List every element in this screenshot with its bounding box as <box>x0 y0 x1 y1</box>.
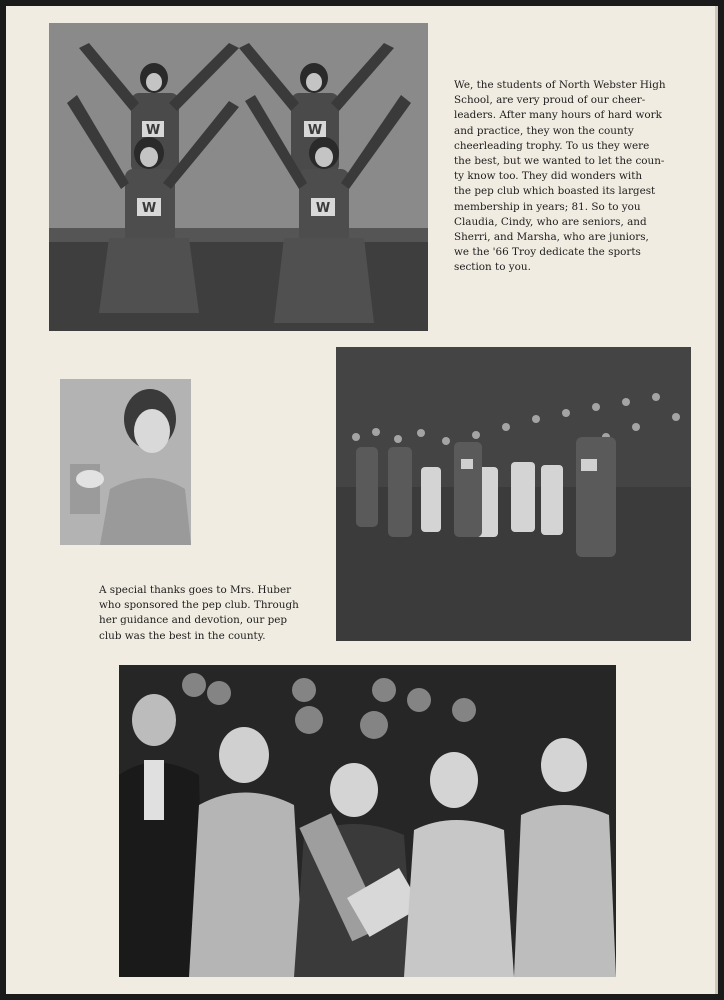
sponsor-portrait-photo <box>60 379 191 545</box>
trophy-presentation-photo <box>119 665 616 977</box>
sweater-letter: W <box>145 123 161 138</box>
pep-rally-photo <box>336 347 691 641</box>
yearbook-page <box>6 6 718 994</box>
dedication-caption: We, the students of North Webster High School, are very proud of our cheer- leaders. After many hours of hard work and practice, they won the county cheerleading trophy. To us they were the best, but we wanted to let the coun- ty know too. They did wonders with the pep club which boasted its largest membership in years; 81. So to you Claudia, Cindy, who are seniors, and Sherri, and Marsha, who are juniors, we the '66 Troy dedicate the sports section to you. <box>454 79 666 274</box>
sponsor-thanks-caption: A special thanks goes to Mrs. Huber who sponsored the pep club. Through her guidance and devotion, our pep club was the best in the county. <box>99 584 299 642</box>
sweater-letter: W <box>315 201 331 216</box>
sweater-letter: W <box>141 201 157 216</box>
sweater-letter: W <box>307 123 323 138</box>
cheerleaders-photo <box>49 23 428 331</box>
